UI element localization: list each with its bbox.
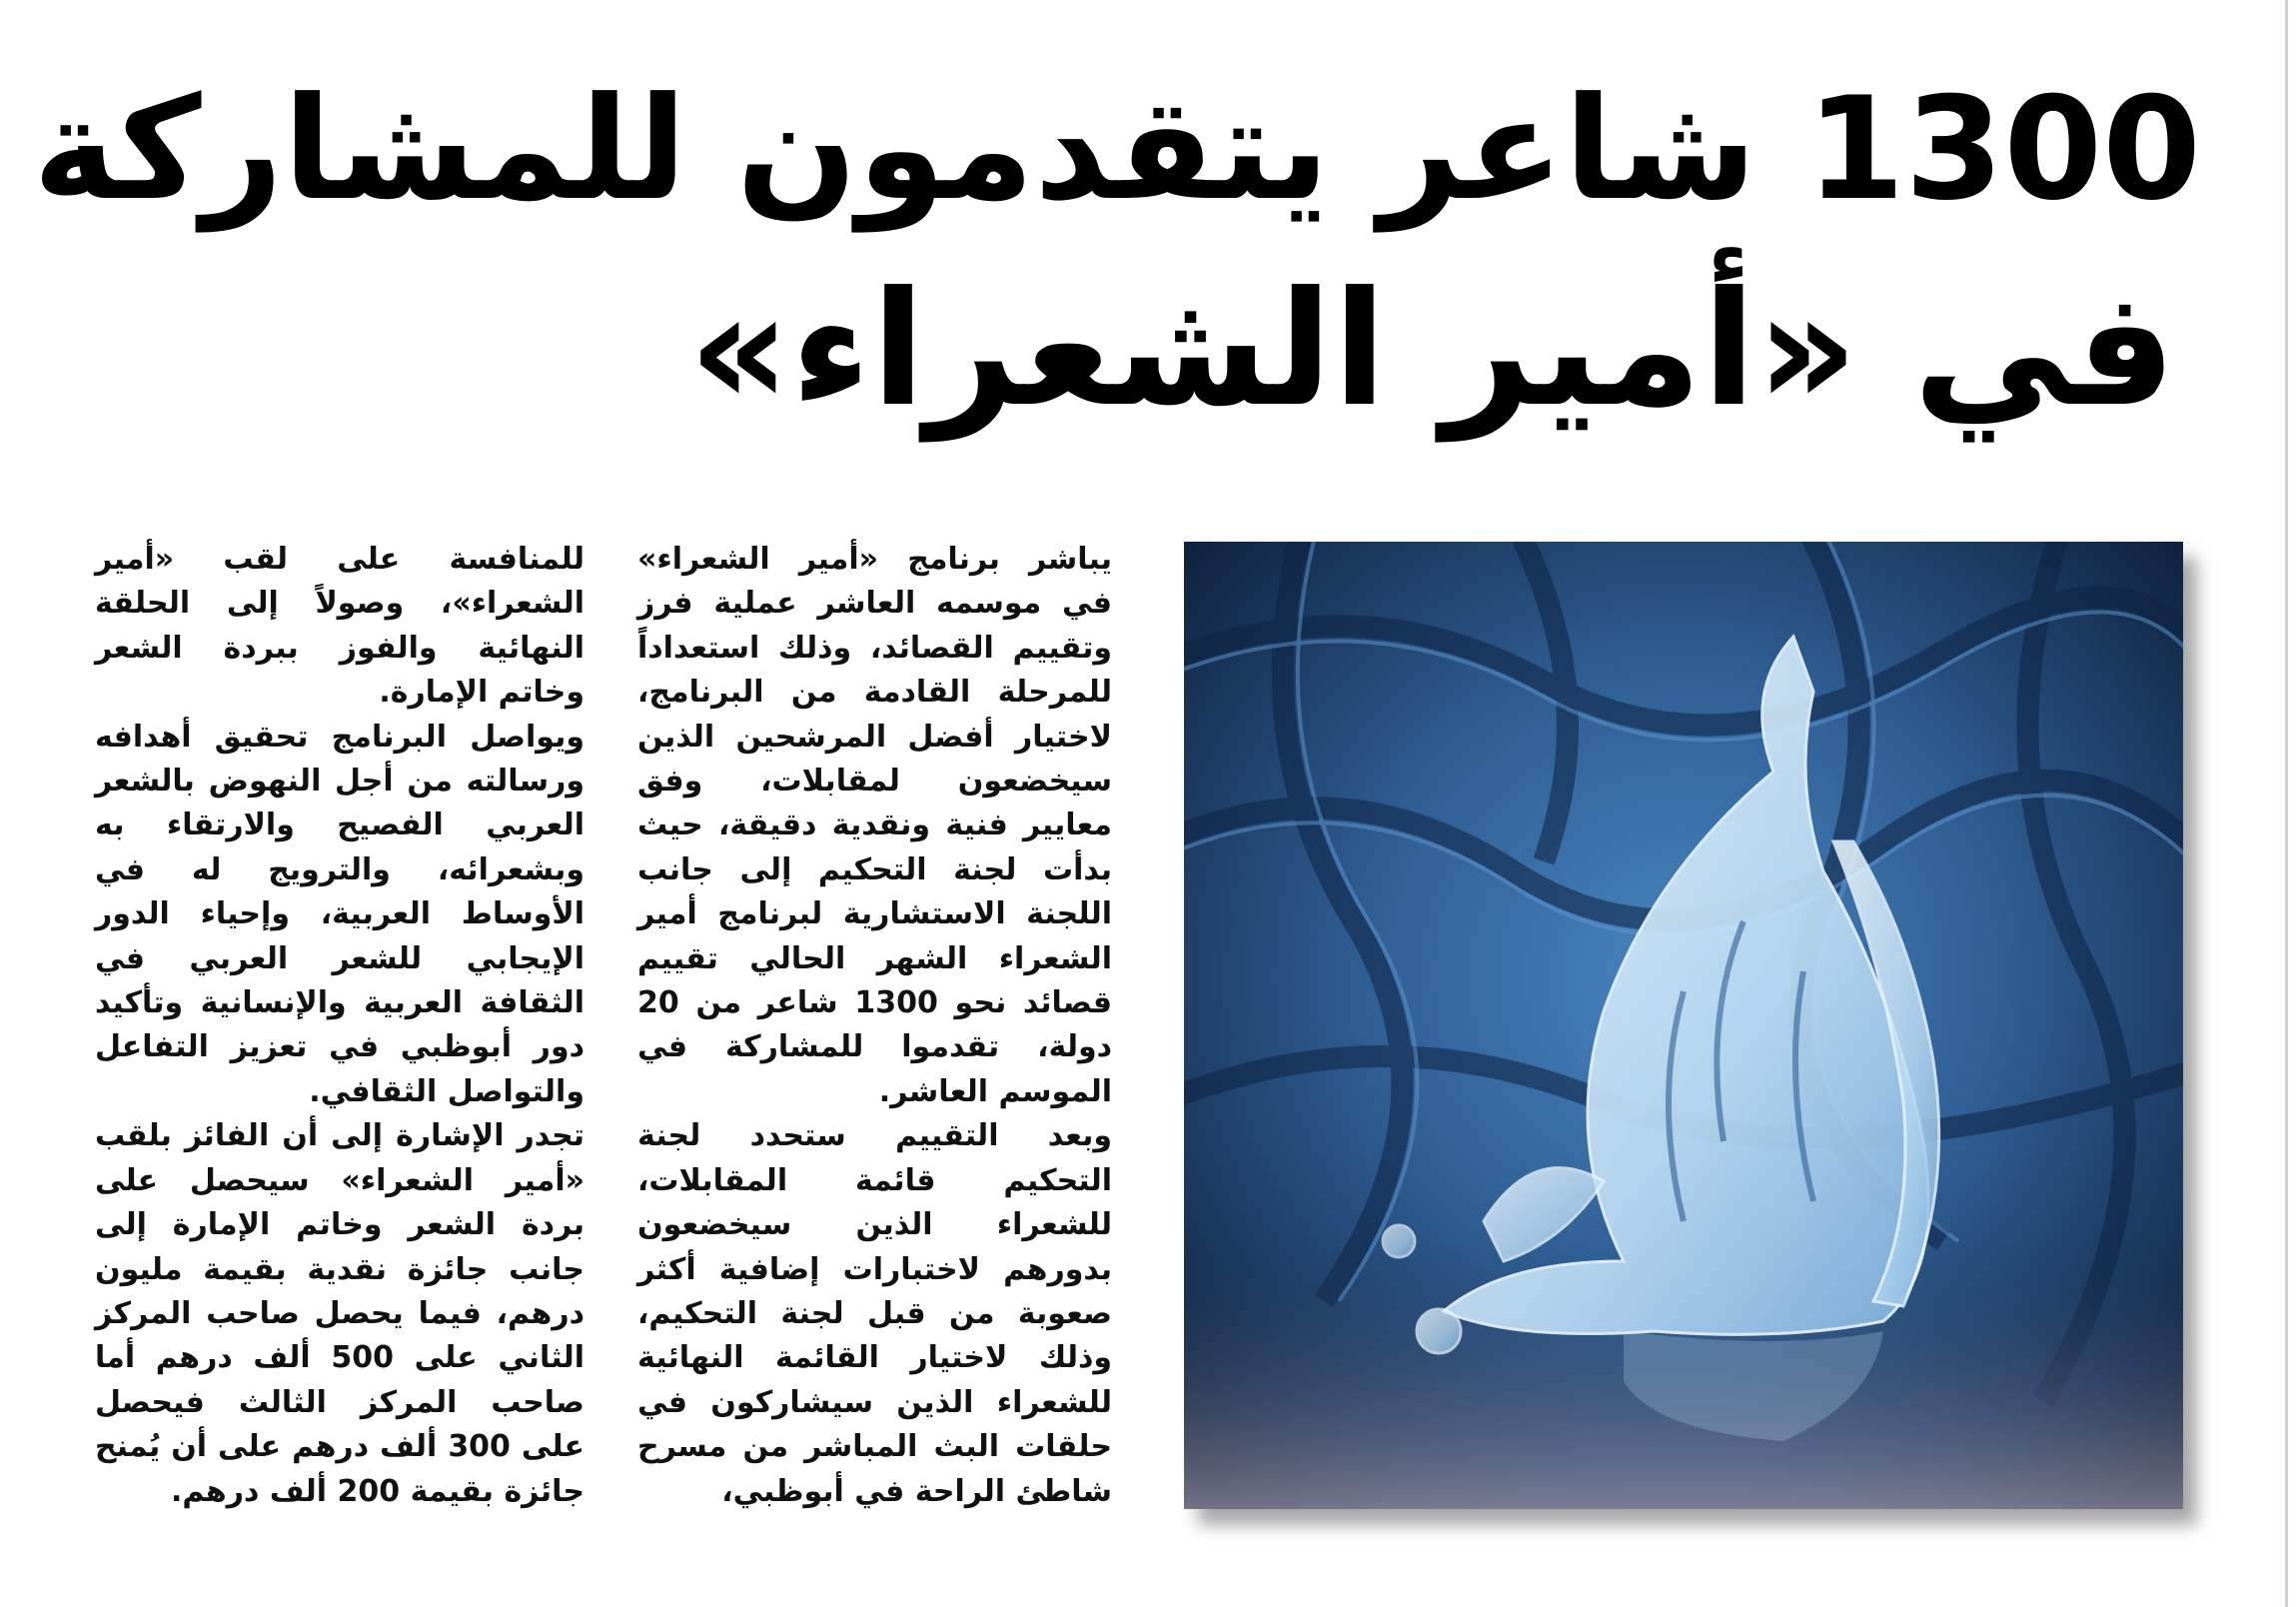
- article-column-right: [637, 538, 1112, 1514]
- calligraphy-logo-image: [1184, 542, 2183, 1509]
- article-photo: [1184, 542, 2183, 1509]
- paragraph: للمنافسة على لقب «أمير الشعراء»، وصولاً إلى الحلقة النهائية والفوز ببردة الشعر وخاتم الإمارة.: [95, 542, 584, 711]
- headline-line-2: في «أمير الشعراء»: [688, 258, 2176, 442]
- page-edge-line: [2285, 0, 2288, 1607]
- paragraph: تجدر الإشارة إلى أن الفائز بلقب «أمير الشعراء» سيحصل على بردة الشعر وخاتم الإمارة إلى جانب جائزة نقدية بقيمة مليون درهم، فيما يحصل صاحب المركز الثاني على 500 ألف درهم أما صاحب المركز الثالث فيحصل على 300 ألف درهم على أن يُمنح جائزة بقيمة 200 ألف درهم.: [95, 1118, 585, 1509]
- headline-line-1: 1300 شاعر يتقدمون للمشاركة: [32, 67, 2201, 232]
- article-column-left: [95, 538, 584, 1514]
- paragraph: ويواصل البرنامج تحقيق أهدافه ورسالته من أجل النهوض بالشعر العربي الفصيح والارتقاء به وبشعرائه، والترويج له في الأوساط العربية، وإحياء الدور الإيجابي للشعر العربي في الثقافة العربية والإنسانية وتأكيد دور أبوظبي في تعزيز التفاعل والتواصل الثقافي.: [95, 719, 584, 1109]
- paragraph: وبعد التقييم ستحدد لجنة التحكيم قائمة المقابلات، للشعراء الذين سيخضعون بدورهم لاختبارات إضافية أكثر صعوبة من قبل لجنة التحكيم، وذلك لاختيار القائمة النهائية للشعراء الذين سيشاركون في حلقات البث المباشر من مسرح شاطئ الراحة في أبوظبي،: [637, 1118, 1112, 1509]
- paragraph: يباشر برنامج «أمير الشعراء» في موسمه العاشر عملية فرز وتقييم القصائد، وذلك استعداداً للمرحلة القادمة من البرنامج، لاختيار أفضل المرشحين الذين سيخضعون لمقابلات، وفق معايير فنية ونقدية دقيقة، حيث بدأت لجنة التحكيم إلى جانب اللجنة الاستشارية لبرنامج أمير الشعراء الشهر الحالي تقييم قصائد نحو 1300 شاعر من 20 دولة، تقدموا للمشاركة في الموسم العاشر.: [637, 542, 1112, 1109]
